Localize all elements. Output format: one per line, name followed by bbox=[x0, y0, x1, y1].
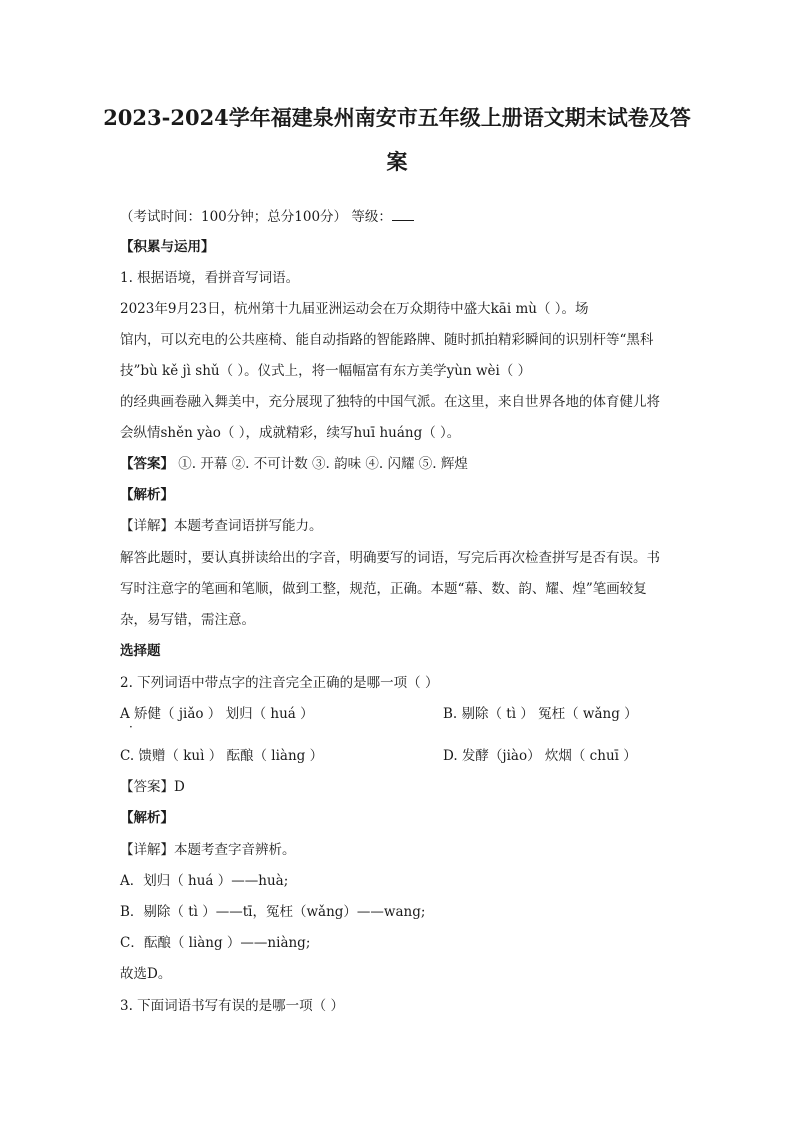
exam-info: （考试时间：100分钟；总分100分） 等级： bbox=[120, 207, 680, 227]
q1-detail-line: 解答此题时，要认真拼读给出的字音，明确要写的词语，写完后再次检查拼写是否有误。书 bbox=[120, 550, 660, 566]
q2-option-a[interactable]: A 矫健（ jiǎo ） 划归（ huá ） bbox=[120, 706, 314, 722]
q1-paragraph-line: 技”bù kě jì shǔ（ ）。仪式上，将一幅幅富有东方美学yùn wèi（ ） bbox=[120, 363, 532, 379]
q1-detail: 【详解】本题考查词语拼写能力。 bbox=[120, 518, 323, 534]
emphasis-dot: · bbox=[129, 720, 133, 734]
section-heading-accumulation: 【积累与运用】 bbox=[120, 239, 215, 255]
q1-paragraph-line: 馆内，可以充电的公共座椅、能自动指路的智能路牌、随时抓拍精彩瞬间的识别杆等“黑科 bbox=[120, 332, 654, 348]
grade-blank bbox=[392, 208, 414, 221]
q2-conclusion: 故选D。 bbox=[120, 966, 172, 982]
q1-analysis-label: 【解析】 bbox=[120, 487, 174, 503]
q2-option-c[interactable]: C. 馈赠（ kuì ） 酝酿（ liàng ） bbox=[120, 748, 324, 764]
q2-option-d[interactable]: D. 发酵（jiào） 炊烟（ chuī ） bbox=[443, 748, 637, 764]
section-heading-choice: 选择题 bbox=[120, 643, 161, 659]
q1-paragraph-line: 的经典画卷融入舞美中，充分展现了独特的中国气派。在这里，来自世界各地的体育健儿将 bbox=[120, 394, 660, 410]
q2-analysis-label: 【解析】 bbox=[120, 810, 174, 826]
q3-stem: 3. 下面词语书写有误的是哪一项（ ） bbox=[120, 998, 344, 1014]
q1-stem: 1. 根据语境，看拼音写词语。 bbox=[120, 270, 300, 286]
q2-explanation-line: B．剔除（ tì ）——tī，冤枉（wǎng）——wang; bbox=[120, 904, 426, 920]
q2-explanation-line: C．酝酿（ liàng ）——niàng; bbox=[120, 935, 311, 951]
q1-detail-line: 杂，易写错，需注意。 bbox=[120, 612, 255, 628]
q2-answer: 【答案】D bbox=[120, 779, 185, 795]
q1-answer: 【答案】 ①. 开幕 ②. 不可计数 ③. 韵味 ④. 闪耀 ⑤. 辉煌 bbox=[120, 456, 468, 472]
q2-detail: 【详解】本题考查字音辨析。 bbox=[120, 842, 296, 858]
q1-paragraph-line: 2023年9月23日，杭州第十九届亚洲运动会在万众期待中盛大kāi mù（ ）。场 bbox=[120, 301, 589, 317]
q2-explanation-line: A．划归（ huá ）——huà; bbox=[120, 873, 289, 889]
q2-option-b[interactable]: B. 剔除（ tì ） 冤枉（ wǎng ） bbox=[443, 706, 638, 722]
document-title: 2023-2024学年福建泉州南安市五年级上册语文期末试卷及答案 bbox=[103, 105, 691, 174]
q1-paragraph-line: 会纵情shěn yào（ ），成就精彩，续写huī huáng（ ）。 bbox=[120, 425, 461, 441]
q2-stem: 2. 下列词语中带点字的注音完全正确的是哪一项（ ） bbox=[120, 675, 439, 691]
q1-detail-line: 写时注意字的笔画和笔顺，做到工整，规范，正确。本题“幕、数、韵、耀、煌”笔画较复 bbox=[120, 581, 647, 597]
